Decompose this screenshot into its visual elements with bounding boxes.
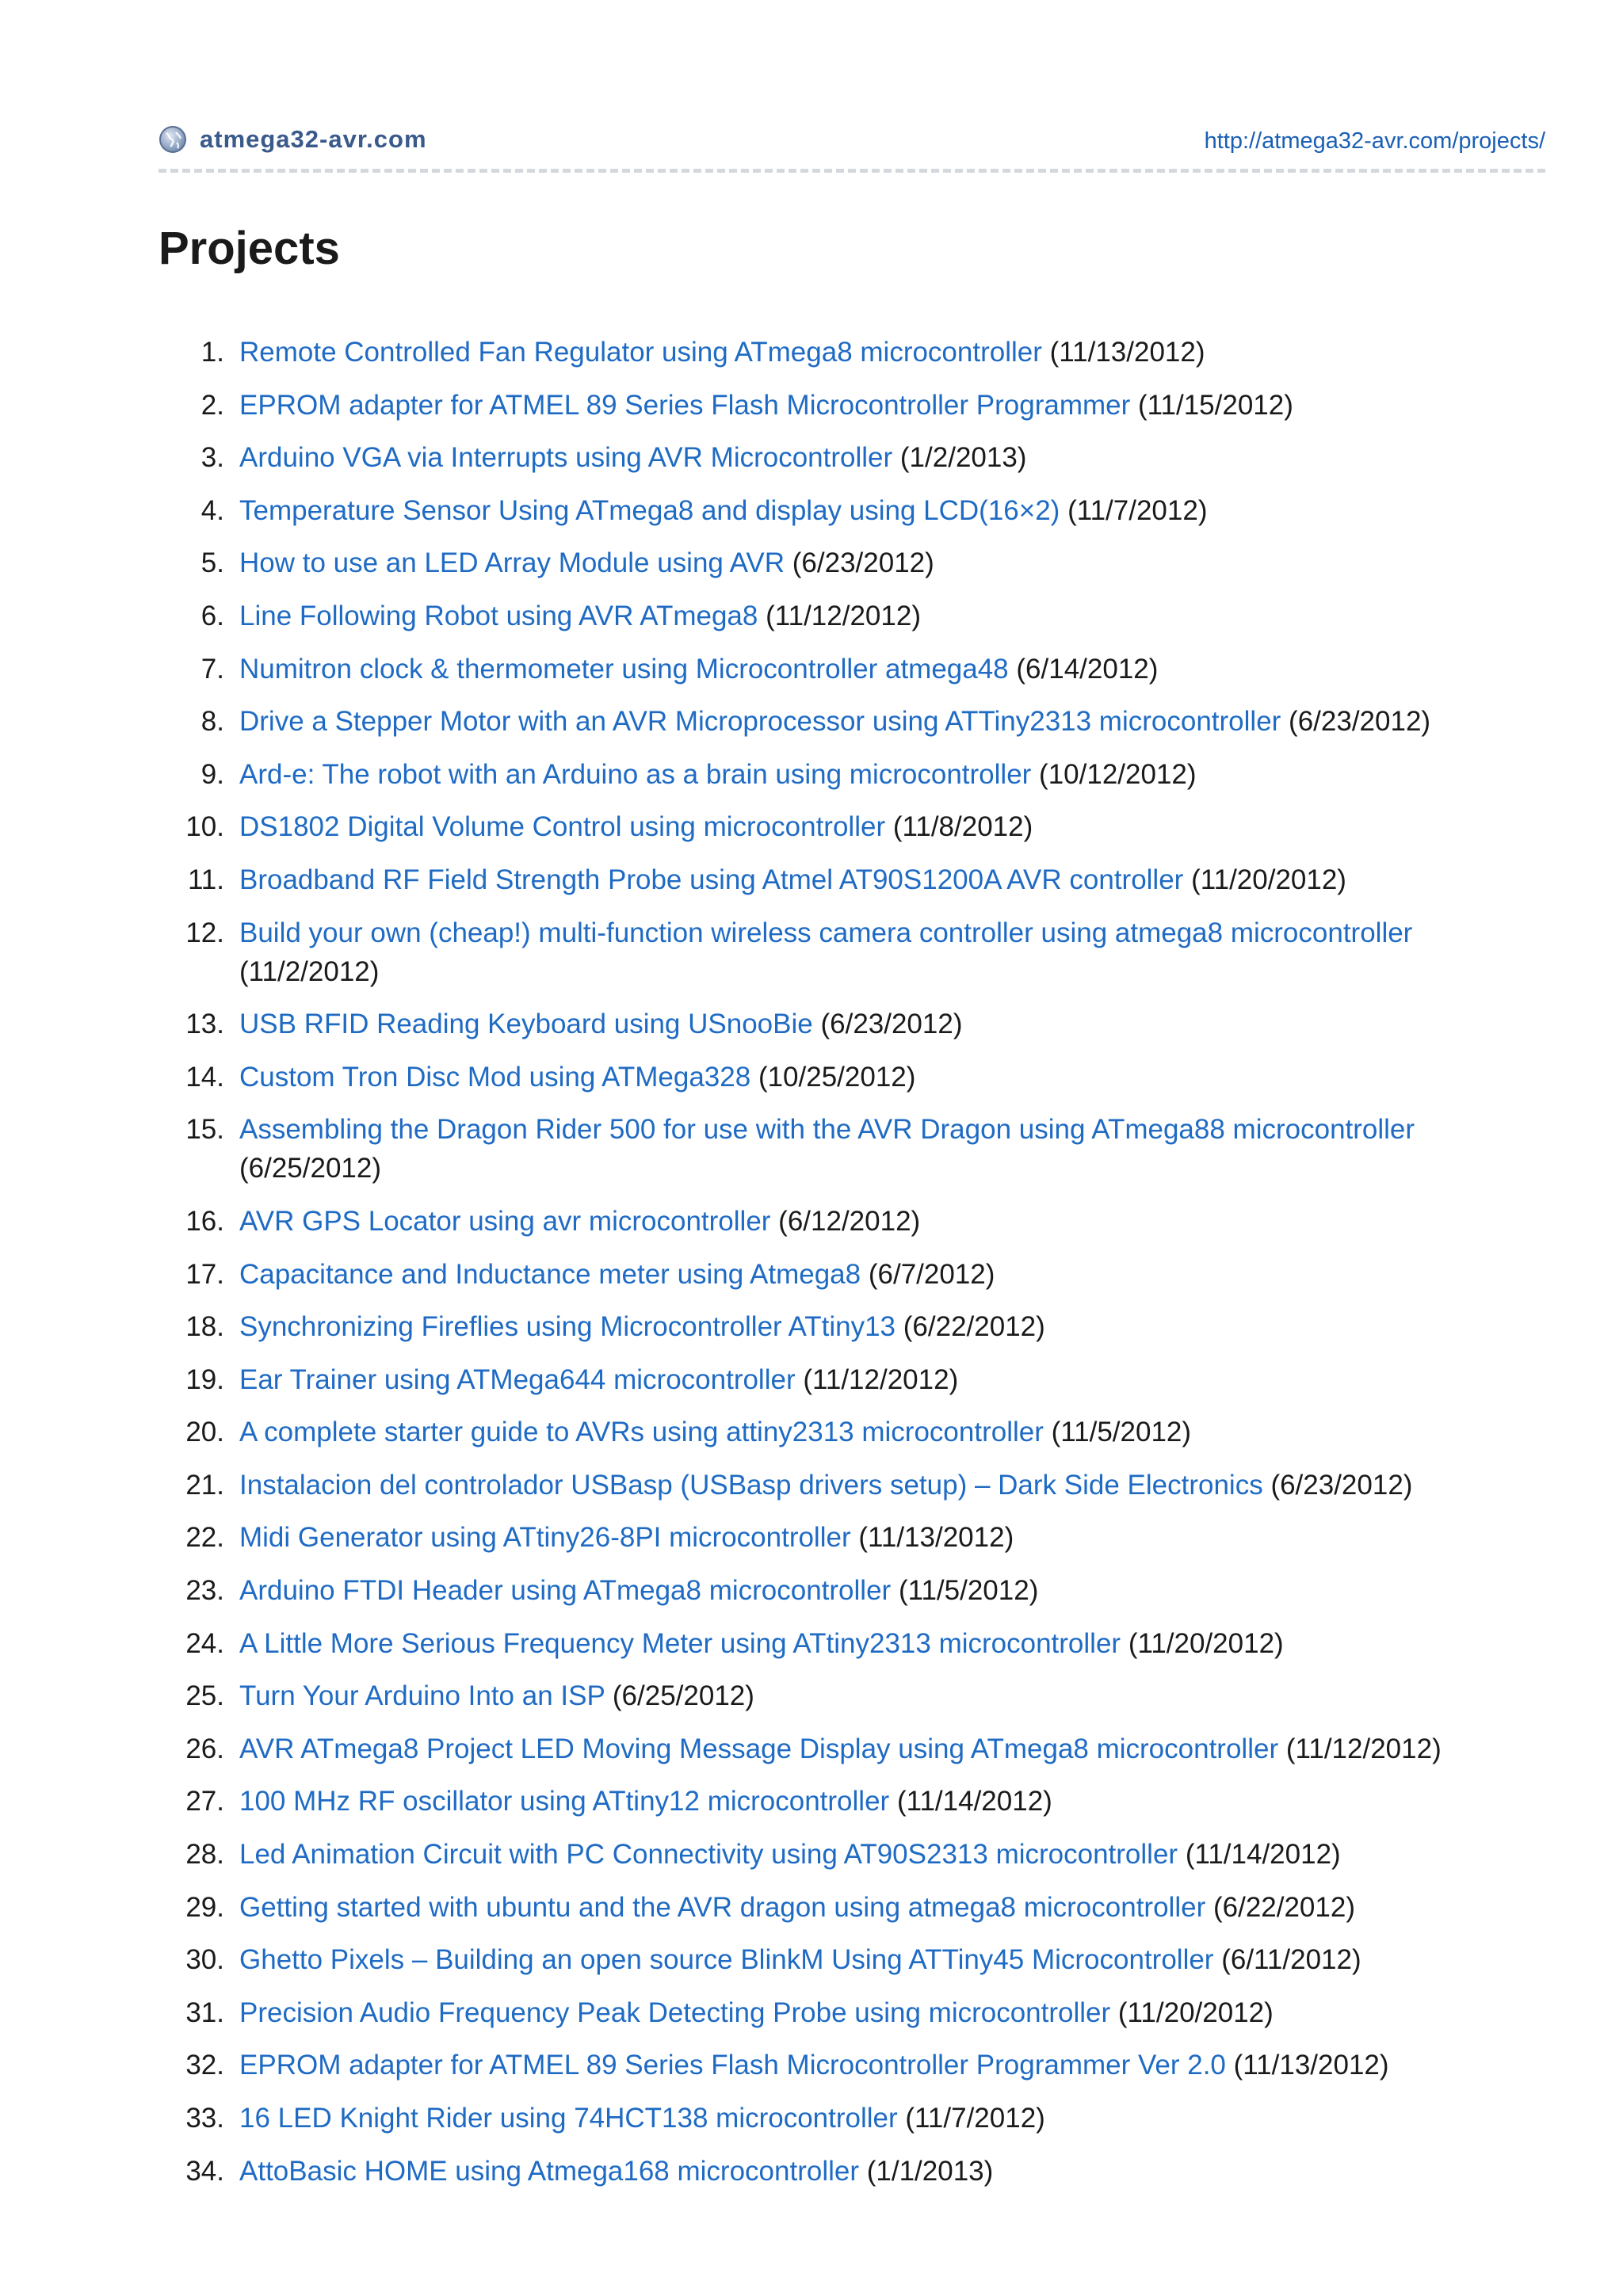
project-link[interactable]: Getting started with ubuntu and the AVR dragon using atmega8 microcontroller bbox=[239, 1891, 1206, 1923]
project-date: (1/2/2013) bbox=[899, 442, 1027, 474]
list-item bbox=[158, 333, 1545, 372]
list-item-number: 16. bbox=[185, 1205, 224, 1237]
project-date: (11/13/2012) bbox=[1233, 2050, 1389, 2081]
list-item bbox=[158, 1058, 1545, 1097]
list-item-number: 9. bbox=[200, 758, 224, 790]
list-item-number: 26. bbox=[185, 1733, 224, 1764]
list-item bbox=[158, 597, 1545, 635]
list-item-number: 3. bbox=[200, 442, 224, 474]
project-date: (11/15/2012) bbox=[1138, 389, 1293, 421]
project-link[interactable]: AVR GPS Locator using avr microcontroller bbox=[239, 1205, 771, 1237]
project-link[interactable]: Assembling the Dragon Rider 500 for use with the AVR Dragon using ATmega88 microcontroller bbox=[239, 1114, 1415, 1146]
project-link[interactable]: A complete starter guide to AVRs using attiny2313 microcontroller bbox=[239, 1417, 1044, 1448]
list-item-number: 32. bbox=[185, 2050, 224, 2081]
list-item bbox=[158, 1624, 1545, 1663]
list-item bbox=[158, 1413, 1545, 1451]
list-item bbox=[158, 1005, 1545, 1043]
project-date: (11/5/2012) bbox=[898, 1575, 1039, 1607]
page-url[interactable]: http://atmega32-avr.com/projects/ bbox=[1204, 128, 1545, 154]
project-link[interactable]: EPROM adapter for ATMEL 89 Series Flash Microcontroller Programmer bbox=[239, 389, 1131, 421]
project-date: (11/14/2012) bbox=[1185, 1839, 1341, 1871]
project-link[interactable]: Broadband RF Field Strength Probe using Atmel AT90S1200A AVR controller bbox=[239, 864, 1184, 895]
project-link[interactable]: Numitron clock & thermometer using Microcontroller atmega48 bbox=[239, 653, 1009, 685]
project-link[interactable]: Ard-e: The robot with an Arduino as a brain using microcontroller bbox=[239, 758, 1032, 790]
list-item bbox=[158, 1676, 1545, 1715]
list-item bbox=[158, 1993, 1545, 2032]
project-date: (6/22/2012) bbox=[1212, 1891, 1355, 1923]
project-link[interactable]: Led Animation Circuit with PC Connectivity using AT90S2313 microcontroller bbox=[239, 1839, 1178, 1871]
project-date: (11/2/2012) bbox=[239, 955, 380, 987]
project-date: (6/22/2012) bbox=[903, 1311, 1045, 1343]
list-item-number: 1. bbox=[200, 337, 224, 368]
project-date: (11/20/2012) bbox=[1128, 1627, 1284, 1659]
project-link[interactable]: 16 LED Knight Rider using 74HCT138 microcontroller bbox=[239, 2103, 898, 2134]
list-item-number: 2. bbox=[200, 389, 224, 421]
list-item bbox=[158, 543, 1545, 582]
list-item-number: 34. bbox=[185, 2155, 224, 2187]
project-link[interactable]: Drive a Stepper Motor with an AVR Microprocessor using ATTiny2313 microcontroller bbox=[239, 706, 1281, 738]
list-item-number: 6. bbox=[200, 600, 224, 631]
list-item-number: 10. bbox=[185, 811, 224, 843]
list-item bbox=[158, 807, 1545, 846]
list-item-number: 29. bbox=[185, 1891, 224, 1923]
header-divider bbox=[158, 169, 1545, 173]
project-date: (11/14/2012) bbox=[896, 1786, 1052, 1817]
list-item-number: 23. bbox=[185, 1575, 224, 1607]
project-link[interactable]: Arduino VGA via Interrupts using AVR Microcontroller bbox=[239, 442, 893, 474]
project-date: (10/25/2012) bbox=[758, 1061, 916, 1093]
project-date: (11/12/2012) bbox=[803, 1363, 959, 1395]
list-item-number: 24. bbox=[185, 1627, 224, 1659]
project-date: (11/12/2012) bbox=[766, 600, 921, 631]
list-item bbox=[158, 1835, 1545, 1874]
list-item-number: 28. bbox=[185, 1839, 224, 1871]
list-item bbox=[158, 755, 1545, 794]
project-link[interactable]: 100 MHz RF oscillator using ATtiny12 microcontroller bbox=[239, 1786, 890, 1817]
list-item bbox=[158, 2152, 1545, 2191]
project-link[interactable]: Instalacion del controlador USBasp (USBasp drivers setup) – Dark Side Electronics bbox=[239, 1469, 1263, 1501]
project-link[interactable]: Turn Your Arduino Into an ISP bbox=[239, 1680, 605, 1712]
project-link[interactable]: Ghetto Pixels – Building an open source BlinkM Using ATTiny45 Microcontroller bbox=[239, 1944, 1214, 1976]
list-item bbox=[158, 1202, 1545, 1241]
list-item-number: 30. bbox=[185, 1944, 224, 1976]
project-date: (6/11/2012) bbox=[1221, 1944, 1361, 1976]
project-link[interactable]: Custom Tron Disc Mod using ATMega328 bbox=[239, 1061, 751, 1093]
list-item-number: 11. bbox=[187, 864, 224, 895]
list-item-number: 20. bbox=[185, 1417, 224, 1448]
list-item-number: 14. bbox=[185, 1061, 224, 1093]
list-item bbox=[158, 2099, 1545, 2138]
list-item-number: 17. bbox=[185, 1258, 224, 1290]
list-item-number: 8. bbox=[200, 706, 224, 738]
project-link[interactable]: EPROM adapter for ATMEL 89 Series Flash Microcontroller Programmer Ver 2.0 bbox=[239, 2050, 1226, 2081]
project-link[interactable]: Temperature Sensor Using ATmega8 and display using LCD(16×2) bbox=[239, 494, 1060, 526]
project-list bbox=[158, 333, 1545, 2204]
page-header bbox=[158, 125, 1545, 160]
project-date: (11/12/2012) bbox=[1285, 1733, 1442, 1764]
list-item-number: 5. bbox=[200, 547, 224, 579]
list-item bbox=[158, 1110, 1545, 1188]
project-date: (6/14/2012) bbox=[1016, 653, 1159, 685]
project-link[interactable]: Remote Controlled Fan Regulator using ATmega8 microcontroller bbox=[239, 337, 1042, 368]
list-item-number: 33. bbox=[185, 2103, 224, 2134]
list-item bbox=[158, 650, 1545, 688]
project-link[interactable]: Line Following Robot using AVR ATmega8 bbox=[239, 600, 758, 631]
list-item-number: 12. bbox=[185, 917, 224, 948]
project-date: (6/23/2012) bbox=[1270, 1469, 1413, 1501]
list-item bbox=[158, 1782, 1545, 1821]
site-branding[interactable] bbox=[158, 125, 427, 154]
project-date: (11/7/2012) bbox=[905, 2103, 1045, 2134]
project-date: (1/1/2013) bbox=[866, 2155, 994, 2187]
project-date: (11/7/2012) bbox=[1067, 494, 1208, 526]
project-date: (6/25/2012) bbox=[612, 1680, 754, 1712]
project-date: (11/13/2012) bbox=[858, 1522, 1014, 1554]
list-item-number: 27. bbox=[185, 1786, 224, 1817]
globe-icon bbox=[158, 125, 187, 154]
site-name[interactable]: atmega32-avr.com bbox=[200, 125, 427, 153]
list-item bbox=[158, 1571, 1545, 1610]
list-item-number: 18. bbox=[185, 1311, 224, 1343]
project-date: (6/25/2012) bbox=[239, 1153, 382, 1184]
project-link[interactable]: Build your own (cheap!) multi-function wireless camera controller using atmega8 microcontroller bbox=[239, 917, 1413, 948]
project-link[interactable]: Synchronizing Fireflies using Microcontroller ATtiny13 bbox=[239, 1311, 896, 1343]
project-link[interactable]: Midi Generator using ATtiny26-8PI microcontroller bbox=[239, 1522, 851, 1554]
list-item-number: 15. bbox=[185, 1114, 224, 1146]
project-date: (11/5/2012) bbox=[1051, 1417, 1192, 1448]
project-date: (6/12/2012) bbox=[778, 1205, 921, 1237]
list-item-number: 22. bbox=[185, 1522, 224, 1554]
project-link[interactable]: Arduino FTDI Header using ATmega8 microcontroller bbox=[239, 1575, 892, 1607]
project-link[interactable]: AttoBasic HOME using Atmega168 microcontroller bbox=[239, 2155, 859, 2187]
project-date: (6/23/2012) bbox=[1289, 706, 1431, 738]
list-item bbox=[158, 2046, 1545, 2084]
project-date: (11/20/2012) bbox=[1191, 864, 1346, 895]
list-item-number: 21. bbox=[185, 1469, 224, 1501]
list-item bbox=[158, 386, 1545, 425]
project-date: (6/7/2012) bbox=[868, 1258, 995, 1290]
list-item bbox=[158, 1940, 1545, 1979]
project-date: (6/23/2012) bbox=[792, 547, 934, 579]
list-item bbox=[158, 702, 1545, 741]
list-item bbox=[158, 1360, 1545, 1399]
project-link[interactable]: AVR ATmega8 Project LED Moving Message Display using ATmega8 microcontroller bbox=[239, 1733, 1279, 1764]
list-item-number: 25. bbox=[185, 1680, 224, 1712]
list-item-number: 13. bbox=[185, 1009, 224, 1040]
project-link[interactable]: Precision Audio Frequency Peak Detecting Probe using microcontroller bbox=[239, 1997, 1111, 2028]
list-item bbox=[158, 860, 1545, 899]
list-item bbox=[158, 438, 1545, 477]
project-link[interactable]: Ear Trainer using ATMega644 microcontroller bbox=[239, 1363, 796, 1395]
list-item bbox=[158, 1307, 1545, 1346]
project-date: (6/23/2012) bbox=[820, 1009, 963, 1040]
project-link[interactable]: DS1802 Digital Volume Control using microcontroller bbox=[239, 811, 886, 843]
list-item-number: 7. bbox=[200, 653, 224, 685]
project-link[interactable]: A Little More Serious Frequency Meter using ATtiny2313 microcontroller bbox=[239, 1627, 1121, 1659]
list-item-number: 31. bbox=[185, 1997, 224, 2028]
list-item bbox=[158, 1518, 1545, 1557]
list-item-number: 4. bbox=[200, 494, 224, 526]
list-item bbox=[158, 1255, 1545, 1294]
list-item bbox=[158, 1730, 1545, 1768]
project-link[interactable]: USB RFID Reading Keyboard using USnooBie bbox=[239, 1009, 813, 1040]
list-item bbox=[158, 1888, 1545, 1927]
project-date: (11/8/2012) bbox=[892, 811, 1033, 843]
list-item bbox=[158, 913, 1545, 991]
project-date: (11/13/2012) bbox=[1049, 337, 1205, 368]
page-title: Projects bbox=[158, 223, 340, 274]
list-item bbox=[158, 1466, 1545, 1505]
list-item bbox=[158, 491, 1545, 530]
list-item-number: 19. bbox=[185, 1363, 224, 1395]
project-date: (11/20/2012) bbox=[1117, 1997, 1274, 2028]
project-date: (10/12/2012) bbox=[1039, 758, 1197, 790]
project-link[interactable]: How to use an LED Array Module using AVR bbox=[239, 547, 785, 579]
project-link[interactable]: Capacitance and Inductance meter using Atmega8 bbox=[239, 1258, 861, 1290]
